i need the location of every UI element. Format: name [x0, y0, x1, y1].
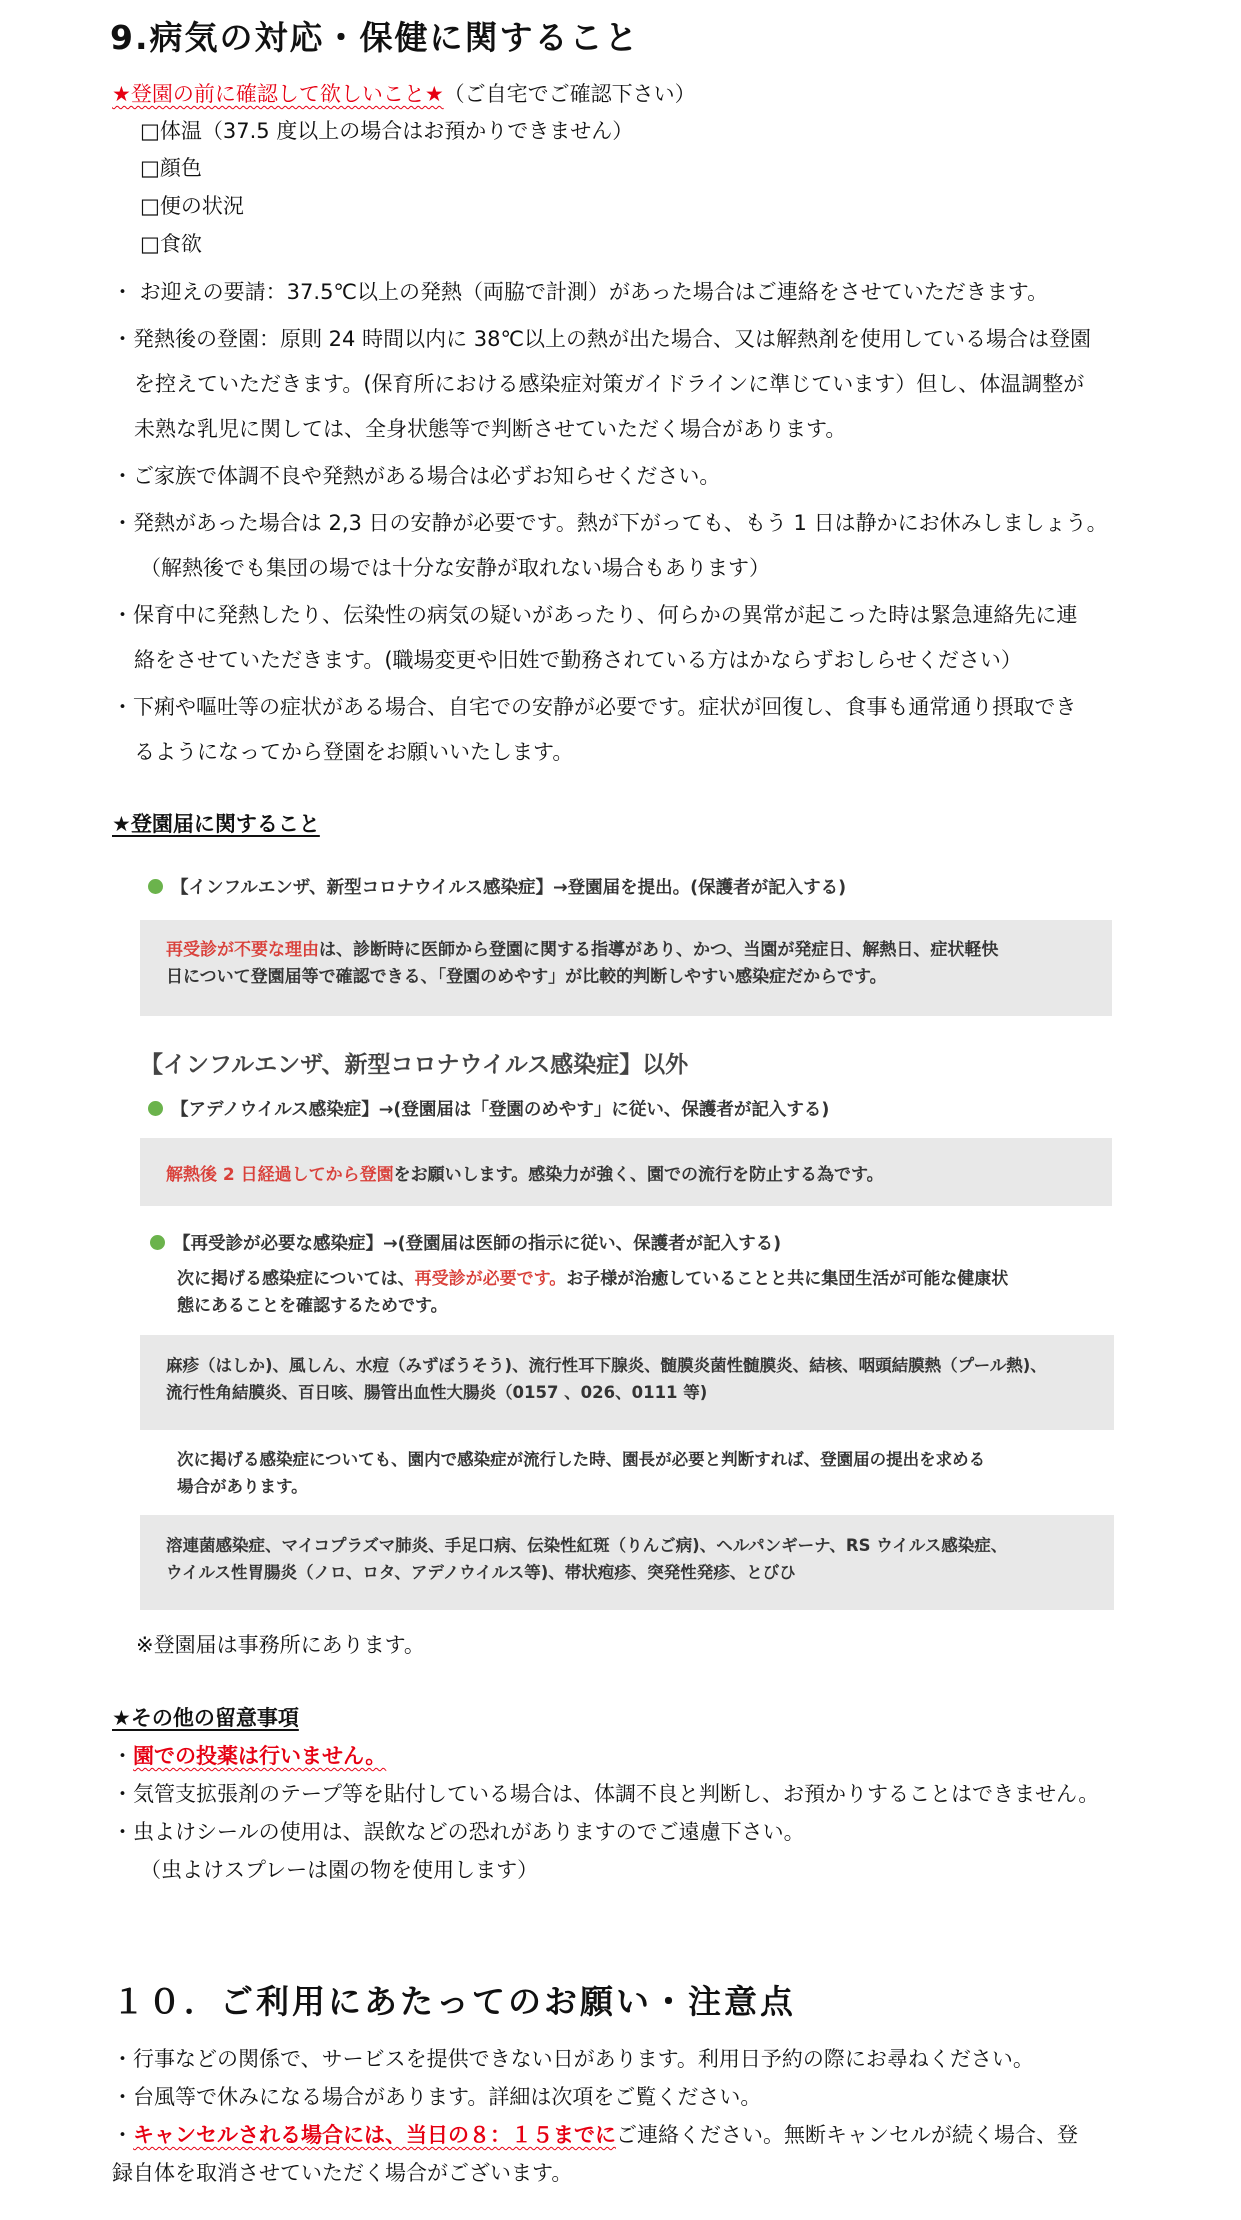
- no-medicine-note: 園での投薬は行いません。: [133, 1744, 387, 1768]
- adeno-box-text: [166, 1160, 884, 1185]
- s10-cancel-prefix: ・: [112, 2123, 133, 2147]
- recheck-list-line2: 流行性角結膜炎、百日咳、腸管出血性大腸炎（0157 、026、0111 等): [166, 1383, 708, 1402]
- section-9-title: 9.病気の対応・保健に関すること: [110, 18, 640, 57]
- others-tape-line: ・気管支拡張剤のテープ等を貼付している場合は、体調不良と判断し、お預かりすることはできません。: [112, 1782, 1100, 1806]
- bullet-rest-2: （解熱後でも集団の場では十分な安静が取れない場合もあります）: [140, 556, 770, 580]
- others-medicine-line: [112, 1740, 386, 1770]
- flu-reason-red: 再受診が不要な理由: [166, 940, 319, 960]
- flu-item: [148, 874, 846, 899]
- bullet-after-fever-3: 未熟な乳児に関しては、全身状態等で判断させていただく場合があります。: [134, 417, 847, 441]
- adeno-red: 解熱後 2 日経過してから登園: [166, 1165, 394, 1185]
- check-item: □顔色: [140, 156, 202, 180]
- recheck-list: [166, 1352, 1047, 1406]
- s10-line2: ・台風等で休みになる場合があります。詳細は次項をご覧ください。: [112, 2085, 762, 2109]
- check-item: □便の状況: [140, 194, 244, 218]
- recheck-note2-line1: 次に掲げる感染症についても、園内で感染症が流行した時、園長が必要と判断すれば、登園届の提出を求める: [177, 1450, 986, 1469]
- green-dot-icon: [150, 1235, 165, 1250]
- check-item: □食欲: [140, 232, 202, 256]
- others-spray-line: （虫よけスプレーは園の物を使用します）: [140, 1858, 539, 1882]
- recheck-note-a: 次に掲げる感染症については、: [177, 1269, 415, 1289]
- flu-reason-line2: 日について登園届等で確認できる、「登園のめやす」が比較的判断しやすい感染症だからです。: [166, 967, 887, 987]
- bullet-rest-1: ・発熱があった場合は 2,3 日の安静が必要です。熱が下がっても、もう 1 日は静かにお休みしましょう。: [112, 511, 1108, 535]
- s10-cancel-line: [112, 2119, 1078, 2149]
- check-heading: ★登園の前に確認して欲しいこと★: [112, 82, 444, 106]
- s10-cancel-rest: ご連絡ください。無断キャンセルが続く場合、登: [616, 2123, 1078, 2147]
- section-10-title: １０．ご利用にあたってのお願い・注意点: [112, 1982, 796, 2021]
- recheck-note: [177, 1266, 1008, 1320]
- bullet-diarrhea-1: ・下痢や嘔吐等の症状がある場合、自宅での安静が必要です。症状が回復し、食事も通常通り摂取でき: [112, 695, 1077, 719]
- green-dot-icon: [148, 1101, 163, 1116]
- others-sticker-line: ・虫よけシールの使用は、誤飲などの恐れがありますのでご遠慮下さい。: [112, 1820, 805, 1844]
- other-infections-title: 【インフルエンザ、新型コロナウイルス感染症】以外: [140, 1052, 689, 1078]
- bullet-pickup: ・ お迎えの要請：37.5℃以上の発熱（両脇で計測）があった場合はご連絡をさせていただきます。: [112, 280, 1049, 304]
- other-list: [166, 1532, 1007, 1586]
- recheck-label: 【再受診が必要な感染症】→(登園届は医師の指示に従い、保護者が記入する): [173, 1234, 782, 1254]
- s10-line1: ・行事などの関係で、サービスを提供できない日があります。利用日予約の際にお尋ねください。: [112, 2047, 1034, 2071]
- bullet-diarrhea-2: るようになってから登園をお願いいたします。: [134, 740, 574, 764]
- check-heading-line: [112, 78, 696, 108]
- flu-reason-text: [166, 937, 1106, 991]
- adeno-item: [148, 1096, 829, 1121]
- recheck-note2: [177, 1446, 985, 1500]
- others-medicine-prefix: ・: [112, 1744, 133, 1768]
- others-heading: ★その他の留意事項: [112, 1706, 299, 1730]
- s10-line4: 録自体を取消させていただく場合がございます。: [112, 2161, 573, 2185]
- bullet-during-care-1: ・保育中に発熱したり、伝染性の病気の疑いがあったり、何らかの異常が起こった時は緊急連絡先に連: [112, 603, 1078, 627]
- bullet-during-care-2: 絡をさせていただきます。(職場変更や旧姓で勤務されている方はかならずおしらせください）: [134, 648, 1022, 672]
- green-dot-icon: [148, 879, 163, 894]
- registration-footnote: ※登園届は事務所にあります。: [136, 1633, 425, 1657]
- bullet-family: ・ご家族で体調不良や発熱がある場合は必ずお知らせください。: [112, 464, 721, 488]
- flu-reason-line1: は、診断時に医師から登園に関する指導があり、かつ、当園が発症日、解熱日、症状軽快: [319, 940, 999, 960]
- bullet-after-fever-1: ・発熱後の登園：原則 24 時間以内に 38℃以上の熱が出た場合、又は解熱剤を使用している場合は登園: [112, 327, 1092, 351]
- cancel-deadline: キャンセルされる場合には、当日の８：１５までに: [133, 2123, 616, 2147]
- flu-label: 【インフルエンザ、新型コロナウイルス感染症】→登園届を提出。(保護者が記入する): [171, 878, 847, 898]
- recheck-note-red: 再受診が必要です。: [414, 1269, 567, 1289]
- recheck-note-line2: 態にあることを確認するためです。: [177, 1296, 448, 1316]
- recheck-note-b: お子様が治癒していることと共に集団生活が可能な健康状: [566, 1269, 1009, 1289]
- other-list-line2: ウイルス性胃腸炎（ノロ、ロタ、アデノウイルス等)、帯状疱疹、突発性発疹、とびひ: [166, 1563, 796, 1582]
- recheck-note2-line2: 場合があります。: [177, 1477, 308, 1496]
- other-list-line1: 溶連菌感染症、マイコプラズマ肺炎、手足口病、伝染性紅斑（りんご病)、ヘルパンギーナ、RS ウイルス感染症、: [166, 1536, 1008, 1555]
- check-note: （ご自宅でご確認下さい）: [443, 82, 696, 106]
- recheck-item: [150, 1230, 781, 1255]
- check-item: □体温（37.5 度以上の場合はお預かりできません）: [140, 119, 634, 143]
- recheck-list-line1: 麻疹（はしか)、風しん、水痘（みずぼうそう)、流行性耳下腺炎、髄膜炎菌性髄膜炎、結核、咽頭結膜熱（プール熱)、: [166, 1356, 1047, 1375]
- adeno-rest: をお願いします。感染力が強く、園での流行を防止する為です。: [393, 1165, 884, 1185]
- registration-heading: ★登園届に関すること: [112, 812, 320, 836]
- bullet-after-fever-2: を控えていただきます。(保育所における感染症対策ガイドラインに準じています）但し、体温調整が: [134, 372, 1085, 396]
- adeno-label: 【アデノウイルス感染症】→(登園届は「登園のめやす」に従い、保護者が記入する): [171, 1100, 830, 1120]
